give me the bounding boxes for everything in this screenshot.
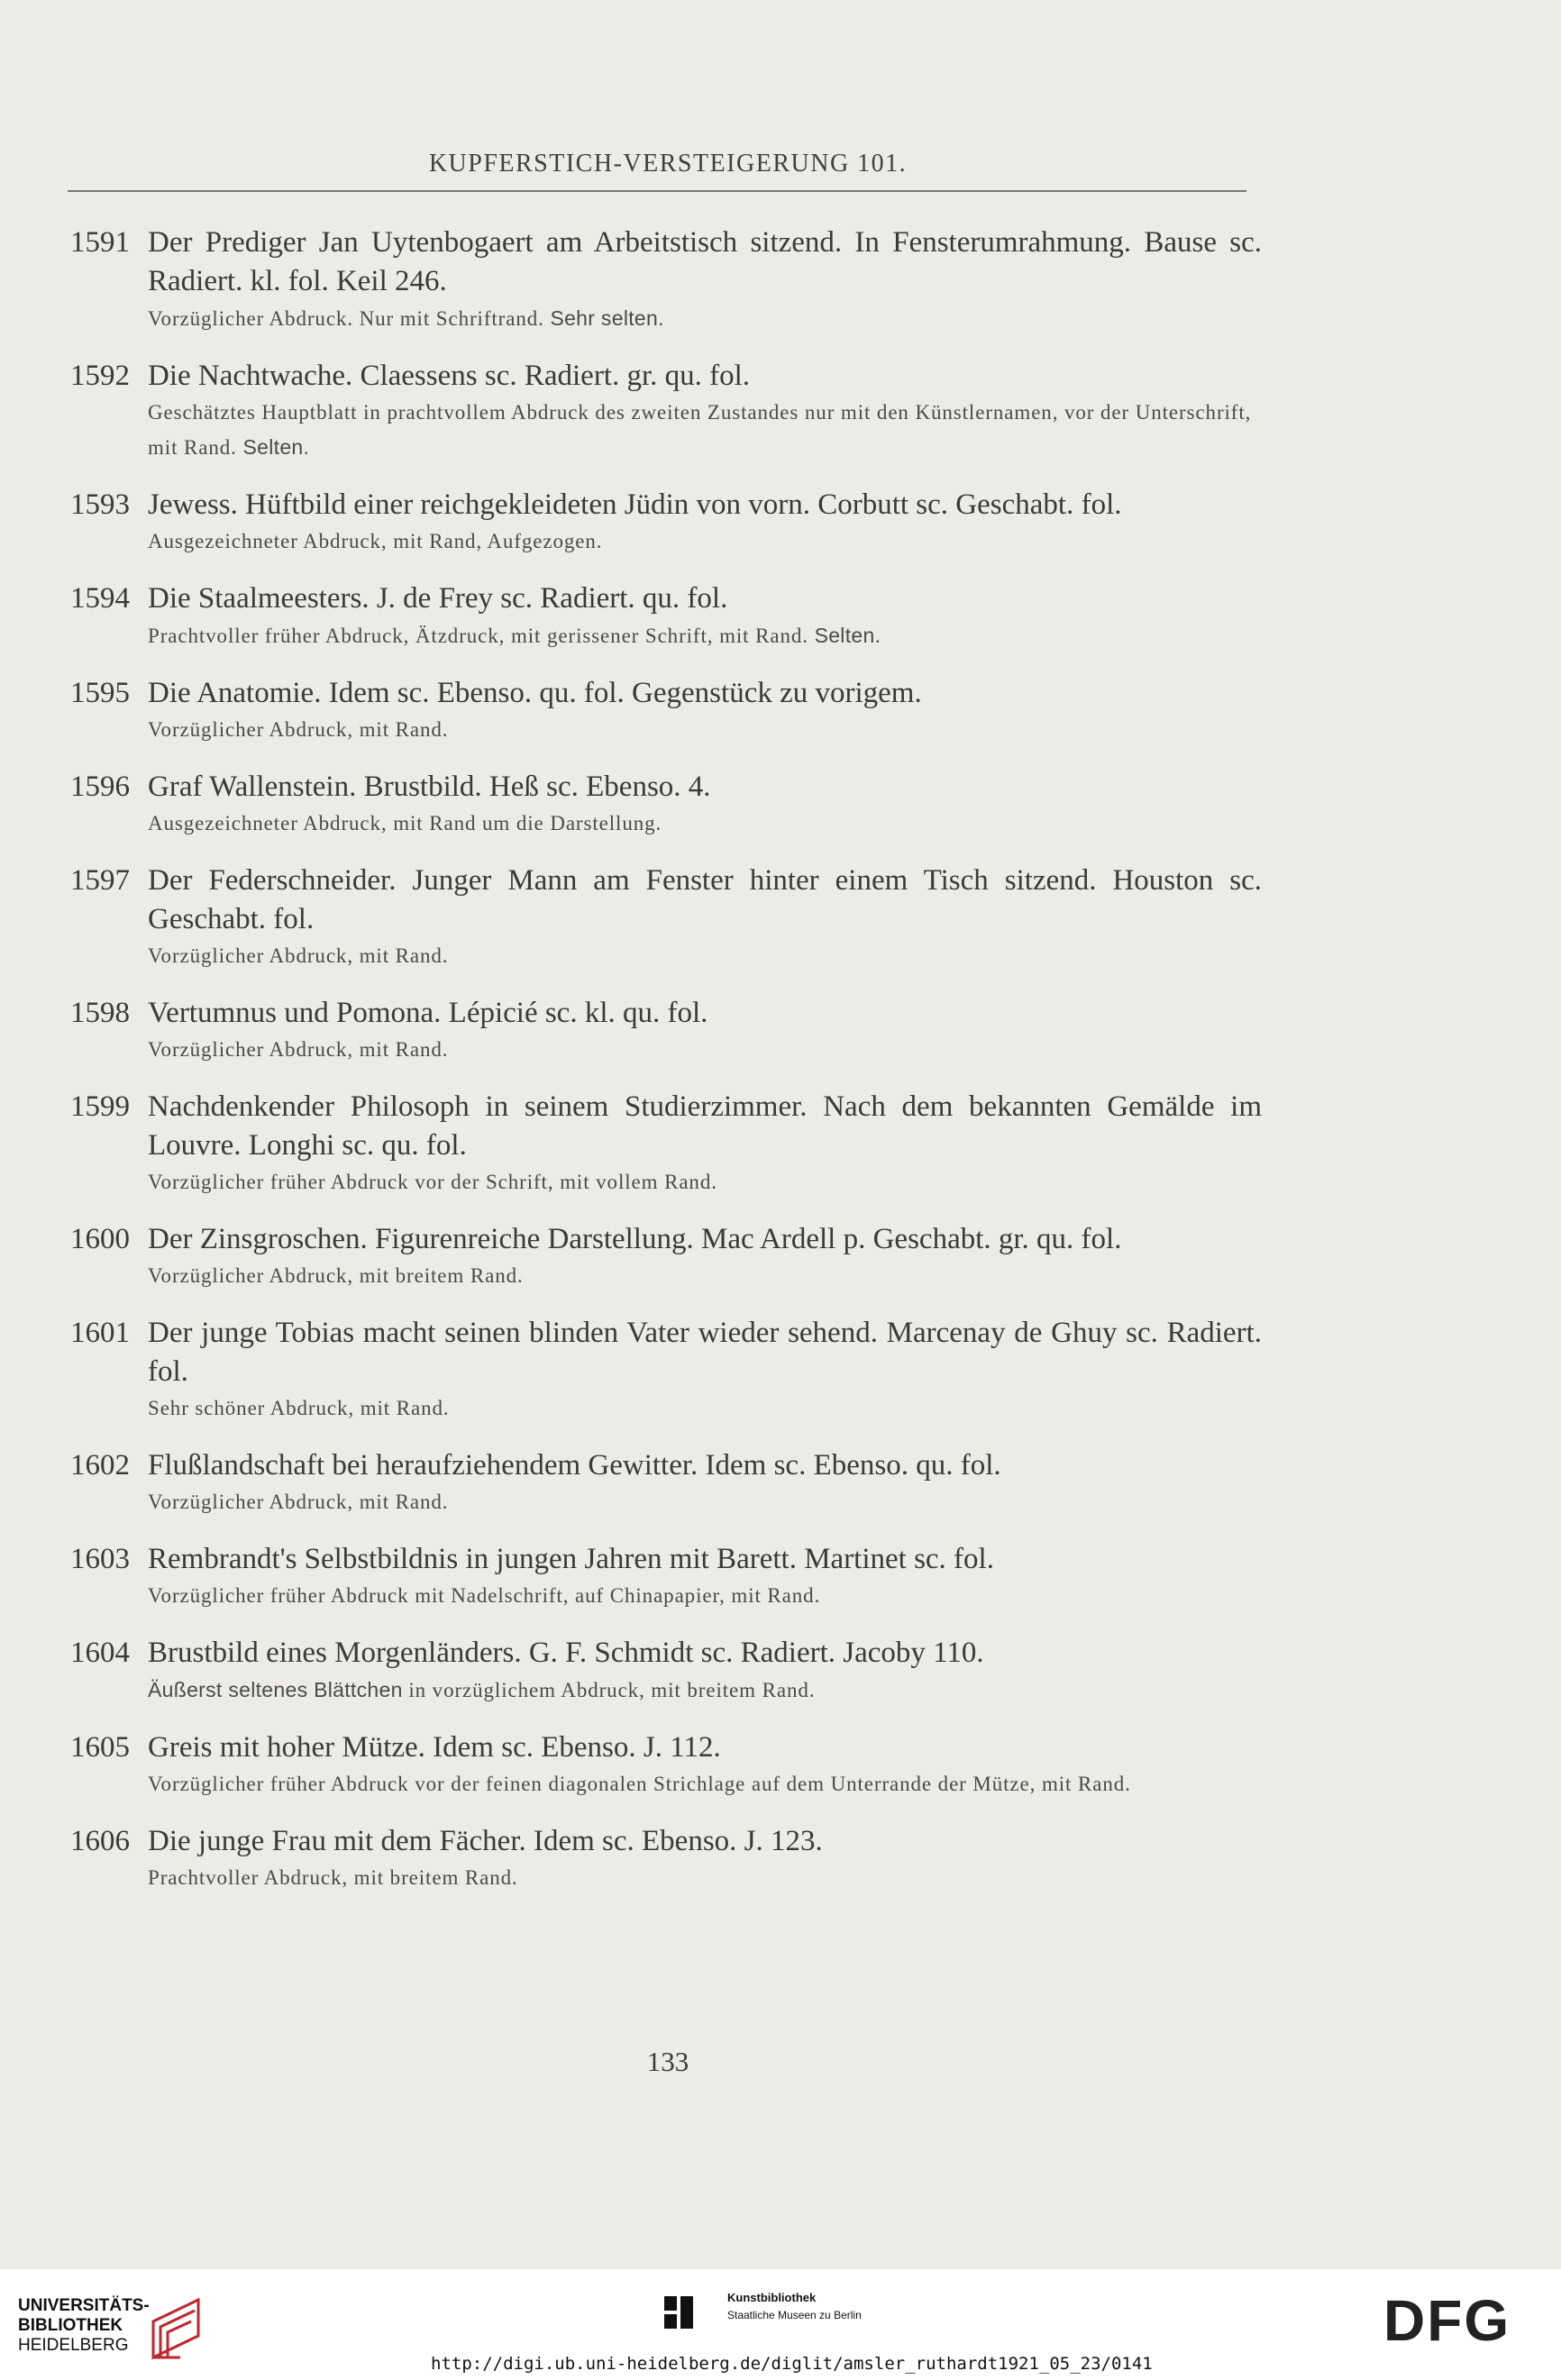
- ub-line-3: HEIDELBERG: [18, 2336, 129, 2355]
- catalog-entry: [70, 223, 1262, 336]
- page-header: KUPFERSTICH-VERSTEIGERUNG 101.: [428, 150, 908, 178]
- entry-note: [148, 713, 1262, 747]
- entry-number: 1594: [70, 582, 130, 615]
- entry-title: Der Zinsgroschen. Figurenreiche Darstellung. Mac Ardell p. Geschabt. gr. qu. fol.: [148, 1223, 1122, 1255]
- entry-number: 1604: [70, 1637, 130, 1669]
- catalog-entry: [70, 1728, 1262, 1801]
- catalog-entry: [70, 862, 1262, 973]
- catalog-entry: [70, 357, 1262, 465]
- entry-number: 1593: [70, 488, 130, 521]
- entry-note: [148, 807, 1262, 841]
- entry-note-text: Ausgezeichneter Abdruck, mit Rand um die Darstellung.: [148, 812, 662, 834]
- header-rule: [68, 190, 1246, 192]
- kb-subtitle: Staatliche Museen zu Berlin: [727, 2309, 862, 2321]
- entry-note-text: Vorzüglicher früher Abdruck vor der feinen diagonalen Strichlage auf dem Unterrande der Mütze, mit Rand.: [148, 1773, 1131, 1795]
- catalog-entries: [70, 223, 1262, 1916]
- entry-note: [148, 524, 1262, 559]
- catalog-entry: [70, 1822, 1262, 1895]
- entry-number: 1598: [70, 997, 130, 1029]
- entry-title: Jewess. Hüftbild einer reichgekleideten Jüdin von vorn. Corbutt sc. Geschabt. fol.: [148, 488, 1122, 521]
- entry-note-text: Geschätztes Hauptblatt in prachtvollem Abdruck des zweiten Zustandes nur mit den Künstlernamen, vor der Unterschrift, mit Rand.: [148, 401, 1252, 459]
- entry-note-emphasis: Sehr selten.: [550, 306, 664, 330]
- entry-note-text: Vorzüglicher Abdruck, mit Rand.: [148, 718, 449, 741]
- kunstbibliothek-mark-icon: [662, 2291, 717, 2330]
- entry-note-text: Vorzüglicher Abdruck, mit Rand.: [148, 944, 449, 967]
- entry-number: 1596: [70, 771, 130, 803]
- ub-line-1: UNIVERSITÄTS-: [18, 2296, 150, 2315]
- catalog-entry: [70, 768, 1262, 841]
- ub-heidelberg-wordmark: [18, 2296, 150, 2356]
- permalink-url[interactable]: http://digi.ub.uni-heidelberg.de/diglit/amsler_ruthardt1921_05_23/0141: [431, 2354, 1153, 2374]
- entry-title: Vertumnus und Pomona. Lépicié sc. kl. qu. fol.: [148, 997, 708, 1029]
- entry-title: Der junge Tobias macht seinen blinden Vater wieder sehend. Marcenay de Ghuy sc. Radiert. fol.: [148, 1317, 1262, 1388]
- catalog-entry: [70, 1540, 1262, 1613]
- page-number: 133: [646, 2046, 689, 2077]
- catalog-entry: [70, 486, 1262, 559]
- entry-title: Graf Wallenstein. Brustbild. Heß sc. Ebenso. 4.: [148, 771, 711, 803]
- entry-note-text: Prachtvoller früher Abdruck, Ätzdruck, mit gerissener Schrift, mit Rand.: [148, 625, 808, 647]
- entry-note: [148, 301, 1262, 336]
- catalog-entry: [70, 1220, 1262, 1293]
- footer-bar: [0, 2269, 1561, 2380]
- entry-note: [148, 1861, 1262, 1895]
- entry-note-text: Vorzüglicher früher Abdruck mit Nadelschrift, auf Chinapapier, mit Rand.: [148, 1584, 821, 1607]
- entry-note: [148, 1259, 1262, 1293]
- entry-number: 1605: [70, 1731, 130, 1764]
- entry-note: [148, 1165, 1262, 1199]
- entry-title: Die Anatomie. Idem sc. Ebenso. qu. fol. Gegenstück zu vorigem.: [148, 677, 922, 709]
- entry-note-emphasis-lead: Äußerst seltenes Blättchen: [148, 1678, 403, 1701]
- catalog-entry: [70, 1088, 1262, 1199]
- kb-name: Kunstbibliothek: [727, 2291, 817, 2304]
- entry-title: Flußlandschaft bei heraufziehendem Gewitter. Idem sc. Ebenso. qu. fol.: [148, 1449, 1001, 1482]
- entry-number: 1591: [70, 226, 130, 259]
- catalog-entry: [70, 1314, 1262, 1426]
- entry-note-text: Prachtvoller Abdruck, mit breitem Rand.: [148, 1866, 518, 1889]
- catalog-entry: [70, 674, 1262, 747]
- entry-note-emphasis: Selten.: [242, 435, 310, 459]
- entry-note-text: in vorzüglichem Abdruck, mit breitem Rand.: [408, 1679, 816, 1701]
- entry-note-text: Vorzüglicher Abdruck, mit breitem Rand.: [148, 1264, 524, 1287]
- entry-number: 1595: [70, 677, 130, 709]
- catalog-entry: [70, 1446, 1262, 1519]
- entry-note: [148, 939, 1262, 973]
- entry-title: Die Staalmeesters. J. de Frey sc. Radiert. qu. fol.: [148, 582, 728, 615]
- entry-note: [148, 1485, 1262, 1519]
- catalog-entry: [70, 579, 1262, 653]
- entry-note-text: Vorzüglicher Abdruck. Nur mit Schriftrand.: [148, 307, 544, 330]
- ub-heidelberg-logo[interactable]: [18, 2296, 243, 2373]
- entry-note: [148, 1033, 1262, 1067]
- entry-number: 1597: [70, 864, 130, 897]
- entry-number: 1602: [70, 1449, 130, 1482]
- entry-note: [148, 1673, 1262, 1708]
- entry-number: 1601: [70, 1317, 130, 1349]
- entry-note: [148, 1767, 1262, 1801]
- entry-note: [148, 1391, 1262, 1426]
- ub-line-2: BIBLIOTHEK: [18, 2316, 123, 2335]
- entry-title: Die junge Frau mit dem Fächer. Idem sc. Ebenso. J. 123.: [148, 1825, 823, 1857]
- entry-number: 1600: [70, 1223, 130, 1255]
- catalog-entry: [70, 994, 1262, 1067]
- entry-note-emphasis: Selten.: [814, 624, 881, 647]
- ub-book-icon: [144, 2296, 234, 2361]
- entry-number: 1599: [70, 1090, 130, 1123]
- entry-title: Der Prediger Jan Uytenbogaert am Arbeitstisch sitzend. In Fensterumrahmung. Bause sc. Radiert. kl. fol. Keil 246.: [148, 226, 1262, 297]
- entry-number: 1603: [70, 1543, 130, 1575]
- entry-title: Brustbild eines Morgenländers. G. F. Schmidt sc. Radiert. Jacoby 110.: [148, 1637, 984, 1669]
- entry-title: Die Nachtwache. Claessens sc. Radiert. gr. qu. fol.: [148, 360, 751, 392]
- entry-note: [148, 396, 1262, 465]
- entry-title: Greis mit hoher Mütze. Idem sc. Ebenso. J. 112.: [148, 1731, 721, 1764]
- entry-number: 1606: [70, 1825, 130, 1857]
- entry-title: Rembrandt's Selbstbildnis in jungen Jahren mit Barett. Martinet sc. fol.: [148, 1543, 994, 1575]
- kunstbibliothek-logo[interactable]: [662, 2287, 933, 2341]
- entry-title: Der Federschneider. Junger Mann am Fenster hinter einem Tisch sitzend. Houston sc. Geschabt. fol.: [148, 864, 1262, 935]
- entry-note-text: Vorzüglicher früher Abdruck vor der Schrift, mit vollem Rand.: [148, 1171, 717, 1193]
- catalog-entry: [70, 1634, 1262, 1708]
- entry-title: Nachdenkender Philosoph in seinem Studierzimmer. Nach dem bekannten Gemälde im Louvre. Longhi sc. qu. fol.: [148, 1090, 1262, 1162]
- entry-note-text: Ausgezeichneter Abdruck, mit Rand, Aufgezogen.: [148, 530, 603, 552]
- entry-note: [148, 618, 1262, 653]
- entry-note-text: Vorzüglicher Abdruck, mit Rand.: [148, 1038, 449, 1061]
- entry-note-text: Sehr schöner Abdruck, mit Rand.: [148, 1397, 450, 1419]
- entry-note: [148, 1579, 1262, 1613]
- entry-note-text: Vorzüglicher Abdruck, mit Rand.: [148, 1491, 449, 1513]
- entry-number: 1592: [70, 360, 130, 392]
- dfg-logo[interactable]: DFG: [1383, 2288, 1511, 2353]
